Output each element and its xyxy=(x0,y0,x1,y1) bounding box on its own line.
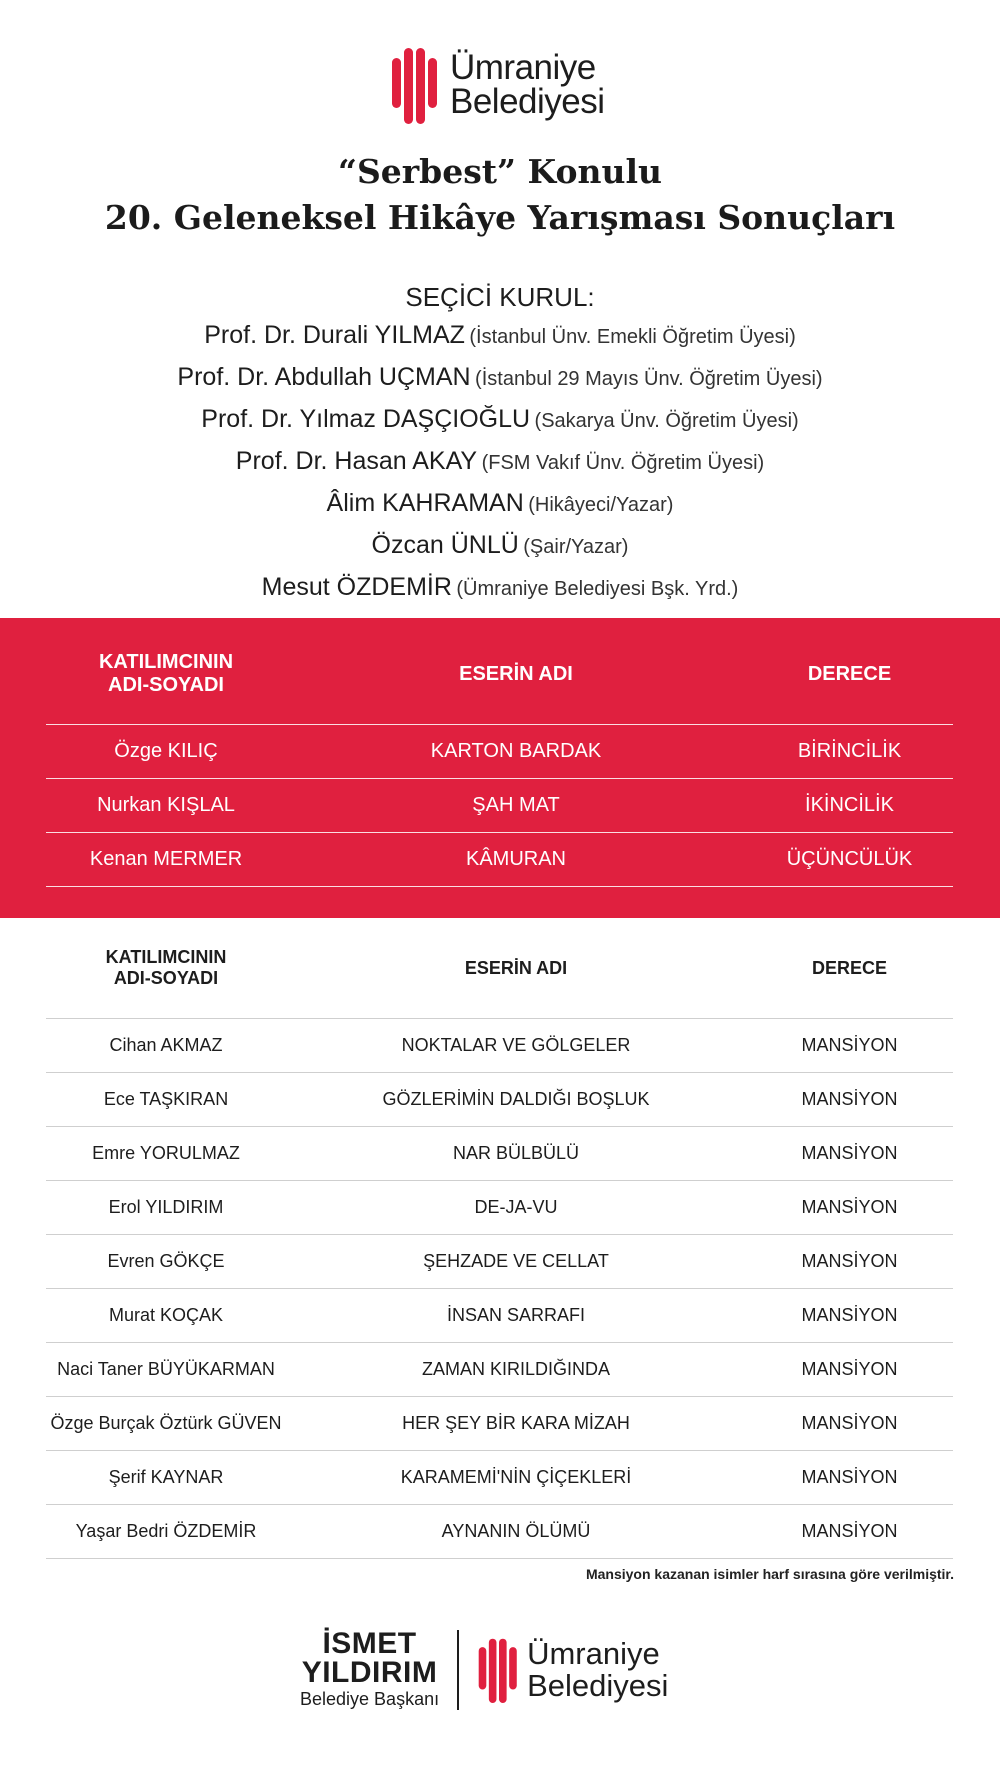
jury-member-role: (Sakarya Ünv. Öğretim Üyesi) xyxy=(534,410,799,432)
jury-member-name: Prof. Dr. Hasan AKAY xyxy=(235,447,478,475)
jury-member-role: (FSM Vakıf Ünv. Öğretim Üyesi) xyxy=(481,452,765,474)
work-title: KARAMEMİ'NİN ÇİÇEKLERİ xyxy=(400,1467,632,1487)
table-row xyxy=(46,1342,953,1396)
municipality-logo xyxy=(390,44,605,126)
rank: MANSİYON xyxy=(801,1089,898,1109)
participant-name: Erol YILDIRIM xyxy=(108,1197,224,1217)
table-row xyxy=(46,1018,953,1072)
participant-name: Emre YORULMAZ xyxy=(92,1143,240,1163)
participant-header: KATILIMCININ ADI-SOYADI xyxy=(98,651,234,696)
participant-name: Nurkan KIŞLAL xyxy=(97,794,235,816)
jury-member xyxy=(0,526,1000,568)
participant-name: Özge KILIÇ xyxy=(114,740,218,762)
mentions-table-header xyxy=(46,918,953,1018)
participant-header: KATILIMCININ ADI-SOYADI xyxy=(105,947,227,988)
page-title xyxy=(0,150,1000,242)
jury-member xyxy=(0,484,1000,526)
jury-heading: SEÇİCİ KURUL: xyxy=(405,282,595,312)
mentions-rows xyxy=(46,1018,953,1559)
jury-member xyxy=(0,400,1000,442)
jury-member-name: Âlim KAHRAMAN xyxy=(326,489,524,517)
jury-member-role: (Hikâyeci/Yazar) xyxy=(528,494,674,516)
footer-logo-text: Ümraniye Belediyesi xyxy=(527,1636,669,1703)
table-row xyxy=(46,1180,953,1234)
work-title: HER ŞEY BİR KARA MİZAH xyxy=(402,1413,630,1433)
table-row xyxy=(46,1288,953,1342)
work-title: ZAMAN KIRILDIĞINDA xyxy=(421,1359,611,1379)
rank: MANSİYON xyxy=(801,1143,898,1163)
mayor-signature xyxy=(300,1627,440,1710)
work-title: GÖZLERİMİN DALDIĞI BOŞLUK xyxy=(382,1089,650,1109)
table-row xyxy=(46,832,953,887)
rank: BİRİNCİLİK xyxy=(797,740,902,762)
participant-name: Özge Burçak Öztürk GÜVEN xyxy=(50,1413,282,1433)
table-row xyxy=(46,724,953,778)
jury-member xyxy=(0,568,1000,610)
winners-table-header xyxy=(46,624,953,724)
rank: MANSİYON xyxy=(801,1413,898,1433)
rank: MANSİYON xyxy=(801,1035,898,1055)
work-title: KÂMURAN xyxy=(465,848,566,870)
municipality-logo-icon xyxy=(477,1632,521,1708)
municipality-logo-icon xyxy=(390,44,442,126)
work-title: ŞAH MAT xyxy=(472,794,560,816)
table-row xyxy=(46,1072,953,1126)
footer-divider xyxy=(457,1630,459,1710)
rank: İKİNCİLİK xyxy=(805,794,894,816)
participant-name: Şerif KAYNAR xyxy=(108,1467,224,1487)
title-line1: “Serbest” Konulu xyxy=(337,152,663,191)
jury-member-name: Mesut ÖZDEMİR xyxy=(261,573,452,601)
logo-line2: Belediyesi xyxy=(450,82,605,121)
jury-list xyxy=(0,316,1000,610)
mention-note: Mansiyon kazanan isimler harf sırasına göre verilmiştir. xyxy=(585,1566,954,1582)
jury-member-role: (İstanbul Ünv. Emekli Öğretim Üyesi) xyxy=(469,326,796,348)
table-row xyxy=(46,778,953,832)
table-row xyxy=(46,1396,953,1450)
mayor-first-name: İSMET xyxy=(322,1627,417,1660)
jury-member-name: Prof. Dr. Abdullah UÇMAN xyxy=(177,363,471,391)
jury-member-name: Prof. Dr. Yılmaz DAŞÇIOĞLU xyxy=(201,405,531,433)
mentions-table xyxy=(46,918,953,1559)
table-row xyxy=(46,1504,953,1559)
table-row xyxy=(46,1234,953,1288)
participant-name: Ece TAŞKIRAN xyxy=(103,1089,229,1109)
jury-member xyxy=(0,358,1000,400)
work-title: NOKTALAR VE GÖLGELER xyxy=(401,1035,631,1055)
rank: MANSİYON xyxy=(801,1197,898,1217)
jury-member-name: Prof. Dr. Durali YILMAZ xyxy=(204,321,465,349)
participant-name: Cihan AKMAZ xyxy=(109,1035,223,1055)
jury-member-role: (Ümraniye Belediyesi Bşk. Yrd.) xyxy=(456,578,739,600)
title-line2: 20. Geleneksel Hikâye Yarışması Sonuçları xyxy=(104,198,896,237)
jury-section xyxy=(0,278,1000,610)
jury-member-role: (Şair/Yazar) xyxy=(523,536,629,558)
rank-header: DERECE xyxy=(807,662,892,685)
work-header: ESERİN ADI xyxy=(459,662,573,685)
participant-name: Murat KOÇAK xyxy=(108,1305,224,1325)
jury-member xyxy=(0,316,1000,358)
work-header: ESERİN ADI xyxy=(464,957,568,978)
participant-name: Yaşar Bedri ÖZDEMİR xyxy=(75,1521,257,1541)
table-row xyxy=(46,1126,953,1180)
work-title: KARTON BARDAK xyxy=(430,740,602,762)
jury-member-name: Özcan ÜNLÜ xyxy=(371,531,519,559)
work-title: DE-JA-VU xyxy=(474,1197,558,1217)
mayor-last-name: YILDIRIM xyxy=(301,1656,438,1689)
participant-name: Evren GÖKÇE xyxy=(107,1251,225,1271)
rank-header: DERECE xyxy=(811,957,887,978)
work-title: ŞEHZADE VE CELLAT xyxy=(423,1251,609,1271)
work-title: NAR BÜLBÜLÜ xyxy=(452,1143,580,1163)
participant-name: Naci Taner BÜYÜKARMAN xyxy=(57,1359,275,1379)
participant-name: Kenan MERMER xyxy=(89,848,243,870)
rank: ÜÇÜNCÜLÜK xyxy=(786,848,913,870)
rank: MANSİYON xyxy=(801,1521,898,1541)
municipality-logo-text xyxy=(450,48,605,121)
work-title: İNSAN SARRAFI xyxy=(446,1305,586,1325)
footer xyxy=(300,1627,669,1710)
jury-member xyxy=(0,442,1000,484)
rank: MANSİYON xyxy=(801,1359,898,1379)
rank: MANSİYON xyxy=(801,1467,898,1487)
rank: MANSİYON xyxy=(801,1251,898,1271)
table-row xyxy=(46,1450,953,1504)
logo-line1: Ümraniye xyxy=(450,48,596,87)
mayor-title: Belediye Başkanı xyxy=(300,1689,440,1709)
work-title: AYNANIN ÖLÜMÜ xyxy=(441,1521,591,1541)
winners-table xyxy=(46,624,953,887)
rank: MANSİYON xyxy=(801,1305,898,1325)
winners-rows xyxy=(46,724,953,887)
jury-member-role: (İstanbul 29 Mayıs Ünv. Öğretim Üyesi) xyxy=(475,368,823,390)
